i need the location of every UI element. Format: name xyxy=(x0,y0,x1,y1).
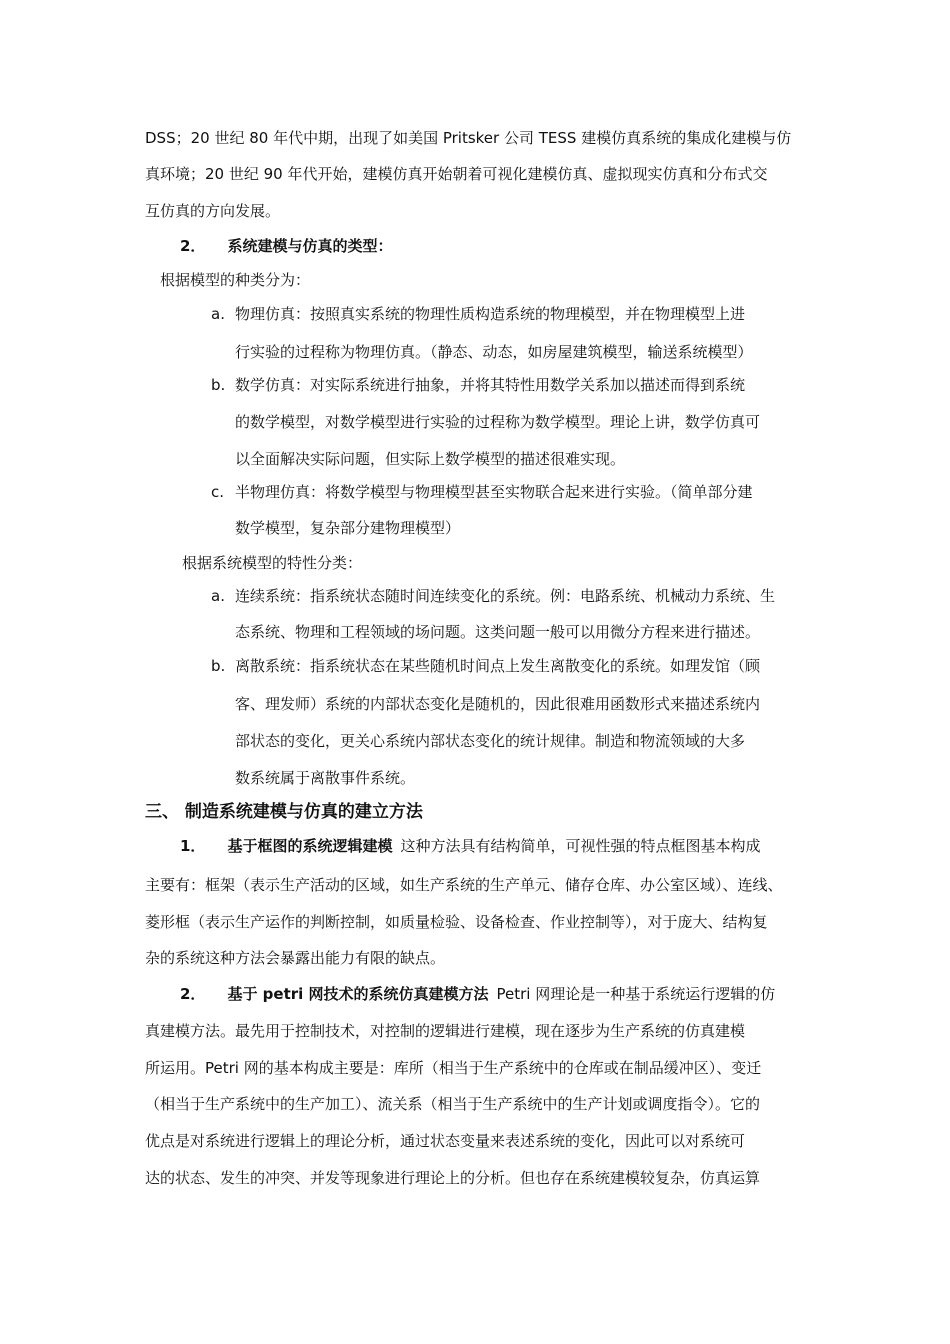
list-item xyxy=(211,375,745,395)
section-2-title: 系统建模与仿真的类型： xyxy=(227,237,393,255)
chapter-3-heading: 三、 制造系统建模与仿真的建立方法 xyxy=(145,802,423,822)
method-1-line: 菱形框（表示生产运作的判断控制，如质量检验、设备检查、作业控制等），对于庞大、结构复 xyxy=(145,913,768,931)
list-item-text: 物理仿真：按照真实系统的物理性质构造系统的物理模型，并在物理模型上进 xyxy=(235,305,746,323)
list-item-continuation: 部状态的变化，更关心系统内部状态变化的统计规律。制造和物流领域的大多 xyxy=(235,732,746,750)
method-2-number: 2． xyxy=(180,985,206,1003)
model-property-intro: 根据系统模型的特性分类： xyxy=(182,554,363,572)
method-1-number: 1． xyxy=(180,837,206,855)
method-1-line: 杂的系统这种方法会暴露出能力有限的缺点。 xyxy=(145,949,446,967)
list-marker: a. xyxy=(211,587,225,605)
list-item-text: 离散系统：指系统状态在某些随机时间点上发生离散变化的系统。如理发馆（顾 xyxy=(235,657,761,675)
method-2-line: 优点是对系统进行逻辑上的理论分析，通过状态变量来表述系统的变化，因此可以对系统可 xyxy=(145,1132,746,1150)
intro-line-1: DSS；20 世纪 80 年代中期，出现了如美国 Pritsker 公司 TESS 建模仿真系统的集成化建模与仿 xyxy=(145,129,792,147)
list-marker: b. xyxy=(211,657,226,675)
section-2-heading xyxy=(180,236,392,256)
list-item-continuation: 数系统属于离散事件系统。 xyxy=(235,769,416,787)
list-item-continuation: 的数学模型，对数学模型进行实验的过程称为数学模型。理论上讲，数学仿真可 xyxy=(235,413,761,431)
method-1-first-line xyxy=(180,836,760,856)
list-item-continuation: 数学模型，复杂部分建物理模型） xyxy=(235,519,461,537)
list-item xyxy=(211,482,753,502)
list-item-continuation: 态系统、物理和工程领域的场问题。这类问题一般可以用微分方程来进行描述。 xyxy=(235,623,761,641)
intro-line-2: 真环境；20 世纪 90 年代开始，建模仿真开始朝着可视化建模仿真、虚拟现实仿真和分布式交 xyxy=(145,165,768,183)
list-item-continuation: 以全面解决实际问题，但实际上数学模型的描述很难实现。 xyxy=(235,450,626,468)
list-item xyxy=(211,304,745,324)
method-2-title: 基于 petri 网技术的系统仿真建模方法 xyxy=(227,985,489,1003)
list-marker: b. xyxy=(211,376,226,394)
intro-line-3: 互仿真的方向发展。 xyxy=(145,202,281,220)
method-2-line: 达的状态、发生的冲突、并发等现象进行理论上的分析。但也存在系统建模较复杂，仿真运算 xyxy=(145,1169,761,1187)
list-item xyxy=(211,656,760,676)
list-item-text: 连续系统：指系统状态随时间连续变化的系统。例：电路系统、机械动力系统、生 xyxy=(235,587,776,605)
method-2-line: 所运用。Petri 网的基本构成主要是：库所（相当于生产系统中的仓库或在制品缓冲区）、变迁 xyxy=(145,1059,762,1077)
list-marker: a. xyxy=(211,305,225,323)
list-item-continuation: 行实验的过程称为物理仿真。（静态、动态，如房屋建筑模型，输送系统模型） xyxy=(235,343,753,361)
method-2-first-line xyxy=(180,984,775,1004)
list-item xyxy=(211,586,775,606)
method-1-line: 主要有：框架（表示生产活动的区域，如生产系统的生产单元、储存仓库、办公室区域）、连线、 xyxy=(145,876,783,894)
method-1-title: 基于框图的系统逻辑建模 xyxy=(227,837,393,855)
list-marker: c. xyxy=(211,483,225,501)
list-item-text: 数学仿真：对实际系统进行抽象，并将其特性用数学关系加以描述而得到系统 xyxy=(235,376,746,394)
section-2-number: 2． xyxy=(180,237,206,255)
model-type-intro: 根据模型的种类分为： xyxy=(160,271,311,289)
list-item-continuation: 客、理发师）系统的内部状态变化是随机的，因此很难用函数形式来描述系统内 xyxy=(235,695,761,713)
method-2-line: 真建模方法。最先用于控制技术，对控制的逻辑进行建模，现在逐步为生产系统的仿真建模 xyxy=(145,1022,746,1040)
method-2-text: Petri 网理论是一种基于系统运行逻辑的仿 xyxy=(496,985,776,1003)
list-item-text: 半物理仿真：将数学模型与物理模型甚至实物联合起来进行实验。（简单部分建 xyxy=(235,483,753,501)
method-1-text: 这种方法具有结构简单，可视性强的特点框图基本构成 xyxy=(400,837,761,855)
method-2-line: （相当于生产系统中的生产加工）、流关系（相当于生产系统中的生产计划或调度指令）。它的 xyxy=(145,1095,761,1113)
